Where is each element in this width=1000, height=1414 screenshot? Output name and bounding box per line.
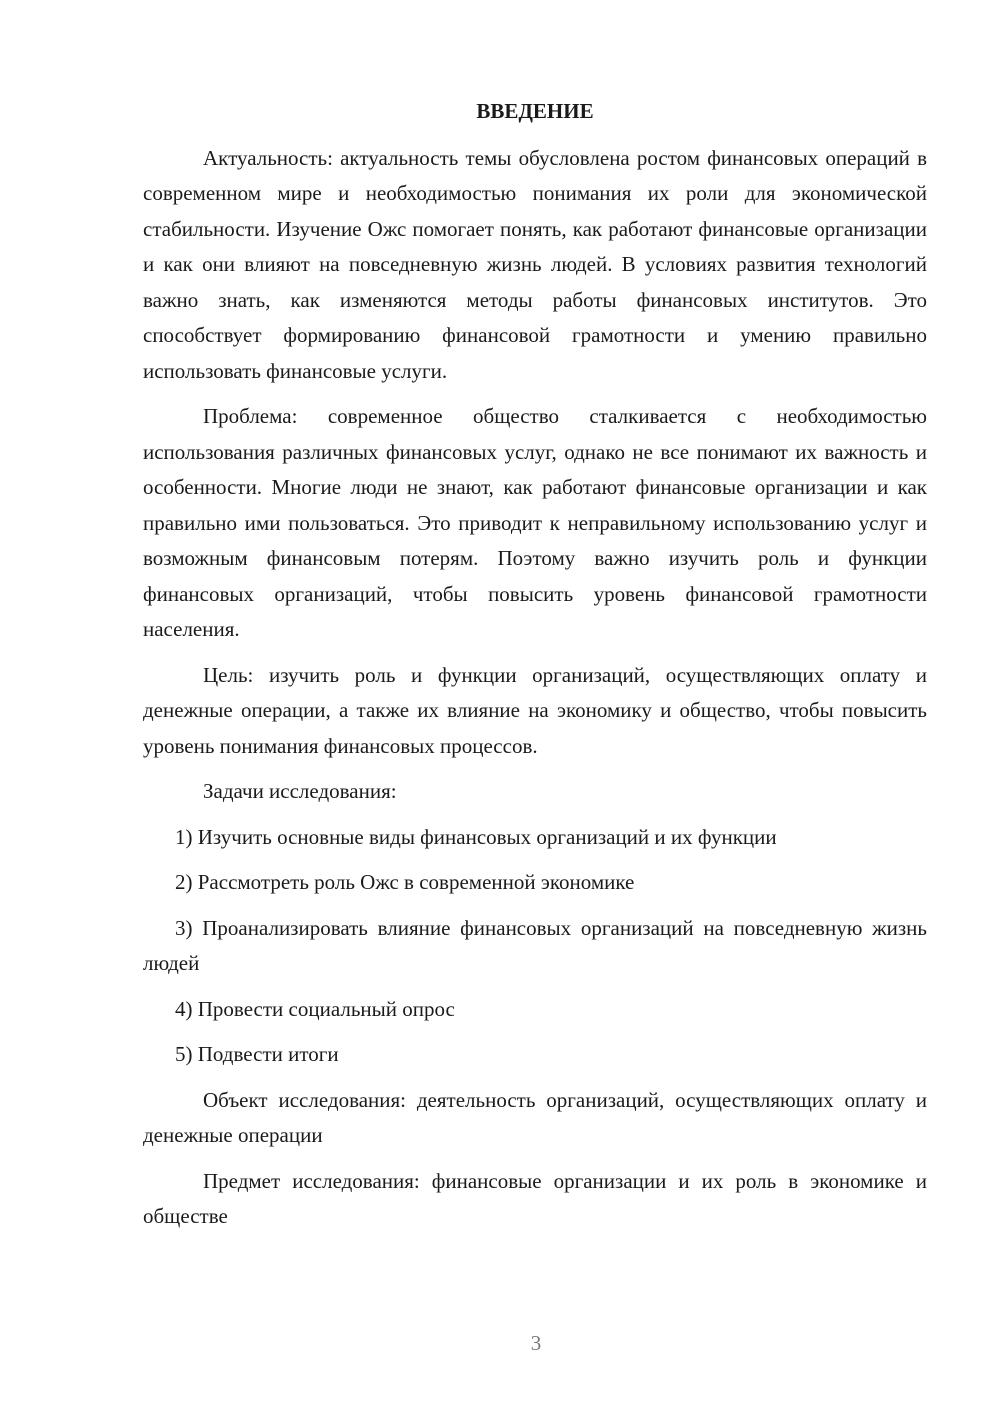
page-title: ВВЕДЕНИЕ [476,99,594,123]
task-item-3: 3) Проанализировать влияние финансовых организаций на повседневную жизнь людей [143,915,927,975]
paragraph-relevance: Актуальность: актуальность темы обусловлена ростом финансовых операций в современном мире и необходимостью понимания их роли для экономической стабильности. Изучение Ожс помогает понять, как работают финансовые организации и как они влияют на повседневную жизнь людей. В условиях развития технологий важно знать, как изменяются методы работы финансовых институтов. Это способствует формированию финансовой грамотности и умению правильно использовать финансовые услуги. [143,145,927,383]
paragraph-problem: Проблема: современное общество сталкивается с необходимостью использования различных финансовых услуг, однако не все понимают их важность и особенности. Многие люди не знают, как работают финансовые организации и как правильно ими пользоваться. Это приводит к неправильному использованию услуг и возможным финансовым потерям. Поэтому важно изучить роль и функции финансовых организаций, чтобы повысить уровень финансовой грамотности населения. [143,404,927,641]
paragraph-subject: Предмет исследования: финансовые организации и их роль в экономике и обществе [143,1168,927,1228]
paragraph-object: Объект исследования: деятельность организаций, осуществляющих оплату и денежные операции [143,1087,927,1147]
paragraph-goal: Цель: изучить роль и функции организаций, осуществляющих оплату и денежные операции, а также их влияние на экономику и общество, чтобы повысить уровень понимания финансовых процессов. [143,662,927,758]
task-item-1: 1) Изучить основные виды финансовых организаций и их функции [175,824,777,849]
task-item-5: 5) Подвести итоги [175,1042,339,1066]
page-number: 3 [530,1331,542,1355]
task-item-2: 2) Рассмотреть роль Ожс в современной экономике [175,870,635,894]
task-item-4: 4) Провести социальный опрос [175,996,455,1021]
tasks-heading: Задачи исследования: [203,779,397,803]
page-content [143,94,927,1245]
